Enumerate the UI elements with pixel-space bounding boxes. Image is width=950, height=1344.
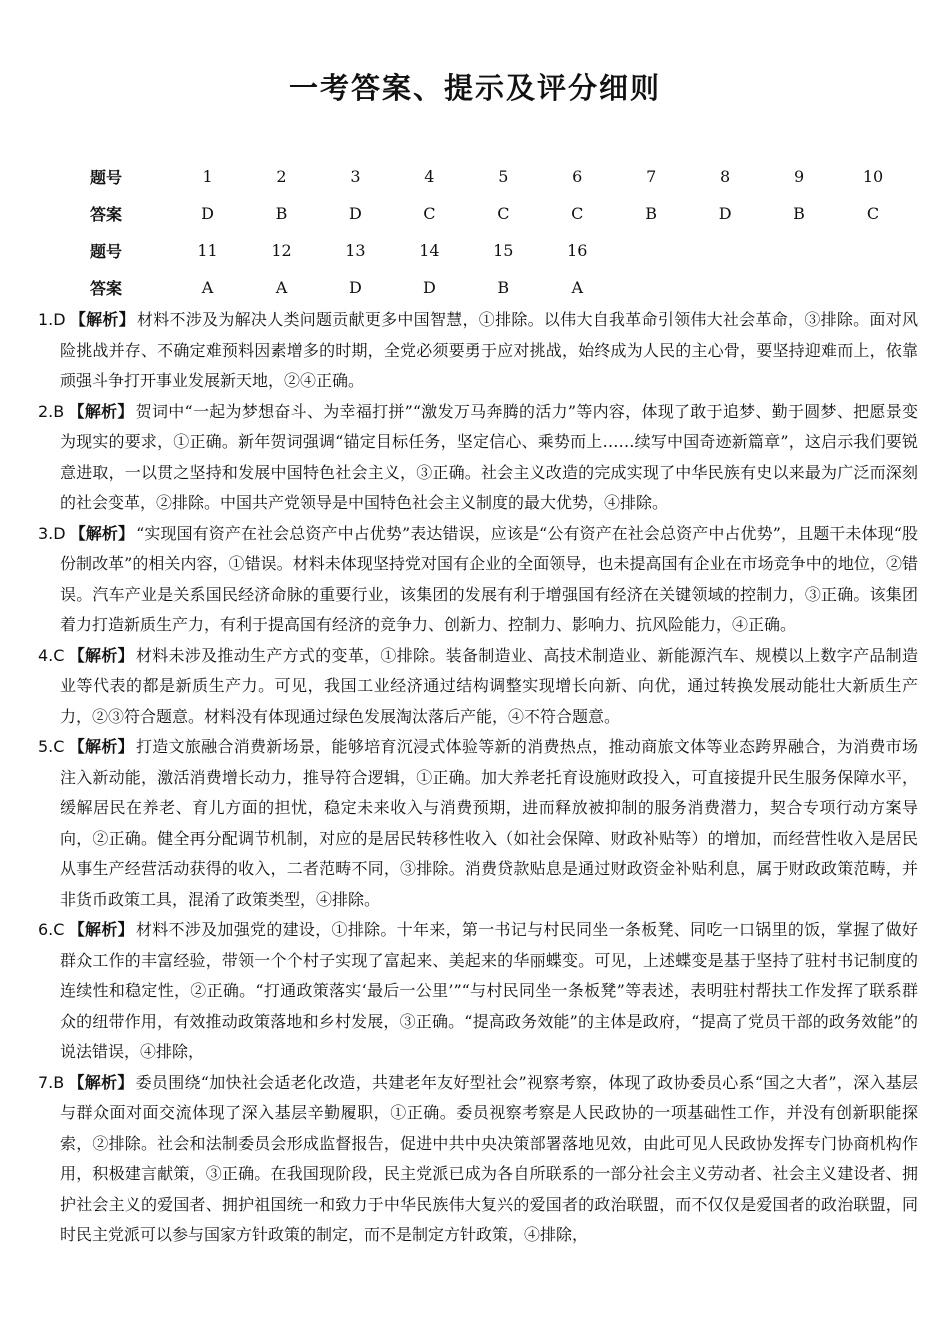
table-cell: 16 [567,241,588,260]
table-cell: 13 [345,241,366,260]
row-label: 题号 [90,242,123,261]
explanation-tag: 【解析】 [68,920,134,939]
table-cell [614,232,688,269]
table-cell: B [497,278,510,297]
table-cell: A [571,278,584,297]
table-cell: 2 [276,167,287,186]
table-cell: 4 [424,167,435,186]
table-cell: 12 [271,241,292,260]
explanation-text: 打造文旅融合消费新场景，能够培育沉浸式体验等新的消费热点，推动商旅文体等业态跨界融合，为消费市场注入新动能，激活消费增长动力，推导符合逻辑，①正确。加大养老托育设施财政投入，可直接提升民生服务保障水平，缓解居民在养老、育儿方面的担忧，稳定未来收入与消费预期，进而释放被抑制的服务消费潜力，契合专项行动方案导向，②正确。健全再分配调节机制，对应的是居民转移性收入（如社会保障、财政补贴等）的增加，而经营性收入是居民从事生产经营活动获得的收入，二者范畴不同，③排除。消费贷款贴息是通过财政资金补贴利息，属于财政政策范畴，并非货币政策工具，混淆了政策类型，④排除。 [60,737,918,909]
table-row [70,232,910,269]
question-answer: 2.B [38,401,65,421]
explanation-text: 贺词中“一起为梦想奋斗、为幸福打拼”“激发万马奔腾的活力”等内容，体现了敢于追梦、勤于圆梦、把愿景变为现实的要求，①正确。新年贺词强调“锚定目标任务，坚定信心、乘势而上……续写中国奇迹新篇章”，这启示我们要锐意进取，一以贯之坚持和发展中国特色社会主义，③正确。社会主义改造的完成实现了中华民族有史以来最为广泛而深刻的社会变革，②排除。中国共产党领导是中国特色社会主义制度的最大优势，④排除。 [60,401,918,512]
explanation-item [38,1068,918,1251]
row-label: 答案 [90,279,123,298]
explanation-tag: 【解析】 [68,645,134,665]
table-cell: C [423,204,436,223]
explanation-item [38,732,918,915]
explanation-tag: 【解析】 [68,401,134,421]
explanation-text: 材料不涉及加强党的建设，①排除。十年来，第一书记与村民同坐一条板凳、同吃一口锅里的饭，掌握了做好群众工作的丰富经验，带领一个个村子实现了富起来、美起来的华丽蝶变。可见，上述蝶变是基于坚持了驻村书记制度的连续性和稳定性，②正确。“打通政策落实‘最后一公里’”“与村民同坐一条板凳”等表述，表明驻村帮扶工作发挥了联系群众的纽带作用，有效推动政策落地和乡村发展，③正确。“提高政务效能”的主体是政府，“提高了党员干部的政务效能”的说法错误，④排除， [60,920,918,1061]
table-cell: B [645,204,658,223]
table-cell: 7 [646,167,657,186]
table-cell [762,232,836,269]
question-answer: 6.C [38,920,65,939]
table-cell: 15 [493,241,514,260]
explanation-tag: 【解析】 [69,523,135,543]
explanation-tag: 【解析】 [69,310,135,329]
table-cell: A [275,278,288,297]
explanation-tag: 【解析】 [68,1072,134,1092]
table-cell: 6 [572,167,583,186]
table-cell: 8 [720,167,731,186]
question-answer: 4.C [38,645,65,665]
table-cell: 11 [197,241,218,260]
table-cell [688,269,762,306]
row-label: 题号 [90,168,123,187]
table-row [70,195,910,232]
explanation-tag: 【解析】 [68,737,134,756]
page-title: 一考答案、提示及评分细则 [288,71,661,105]
table-row [70,269,910,306]
table-cell: 9 [793,167,805,186]
table-cell: C [571,204,584,223]
table-cell: B [275,204,288,223]
table-cell: 10 [862,167,884,186]
explanation-item [38,397,918,519]
row-label: 答案 [90,205,123,224]
explanation-item [38,305,918,397]
table-cell: A [201,278,214,297]
question-answer: 5.C [38,737,65,756]
table-cell: C [497,204,510,223]
question-answer: 3.D [38,523,66,543]
table-cell: D [349,204,362,223]
table-cell: D [422,278,436,297]
table-cell [836,269,910,306]
table-cell: D [201,204,214,223]
table-cell [688,232,762,269]
explanation-text: 材料不涉及为解决人类问题贡献更多中国智慧，①排除。以伟大自我革命引领伟大社会革命，③排除。面对风险挑战并存、不确定难预料因素增多的时期，全党必须要勇于应对挑战，始终成为人民的主心骨，要坚持迎难而上，依靠顽强斗争打开事业发展新天地，②④正确。 [60,310,918,390]
answer-table [70,158,910,306]
table-cell: 14 [419,241,440,260]
explanation-text: 材料未涉及推动生产方式的变革，①排除。装备制造业、高技术制造业、新能源汽车、规模以上数字产品制造业等代表的都是新质生产力。可见，我国工业经济通过结构调整实现增长向新、向优，通过转换发展动能壮大新质生产力，②③符合题意。材料没有体现通过绿色发展淘汰落后产能，④不符合题意。 [60,645,918,726]
table-cell: D [349,278,362,297]
table-cell [614,269,688,306]
table-cell: B [793,204,805,223]
question-answer: 1.D [38,310,66,329]
table-cell: 3 [350,167,361,186]
explanation-item [38,641,918,733]
explanation-text: 委员围绕“加快社会适老化改造，共建老年友好型社会”视察考察，体现了政协委员心系“国之大者”，深入基层与群众面对面交流体现了深入基层辛勤履职，①正确。委员视察考察是人民政协的一项基础性工作，并没有创新职能探索，②排除。社会和法制委员会形成监督报告，促进中共中央决策部署落地见效，由此可见人民政协发挥专门协商机构作用，积极建言献策，③正确。在我国现阶段，民主党派已成为各自所联系的一部分社会主义劳动者、社会主义建设者、拥护社会主义的爱国者、拥护祖国统一和致力于中华民族伟大复兴的爱国者的政治联盟，而不仅仅是爱国者的政治联盟，同时民主党派可以参与国家方针政策的制定，而不是制定方针政策，④排除， [60,1072,918,1244]
table-cell: 1 [202,167,213,186]
explanation-item [38,519,918,641]
table-row [70,158,910,195]
table-cell [762,269,836,306]
table-cell [836,232,910,269]
explanation-text: “实现国有资产在社会总资产中占优势”表达错误，应该是“公有资产在社会总资产中占优势”，且题干未体现“股份制改革”的相关内容，①错误。材料未体现坚持党对国有企业的全面领导，也未提高国有企业在市场竞争中的地位，②错误。汽车产业是关系国民经济命脉的重要行业，该集团的发展有利于增强国有经济在关键领域的控制力，③正确。该集团着力打造新质生产力，有利于提高国有经济的竞争力、创新力、控制力、影响力、抗风险能力，④正确。 [60,523,918,634]
explanation-list [38,305,918,1251]
table-cell: D [718,204,732,223]
question-answer: 7.B [38,1072,65,1092]
table-cell: C [866,204,880,223]
table-cell: 5 [498,167,509,186]
explanation-item [38,915,918,1068]
